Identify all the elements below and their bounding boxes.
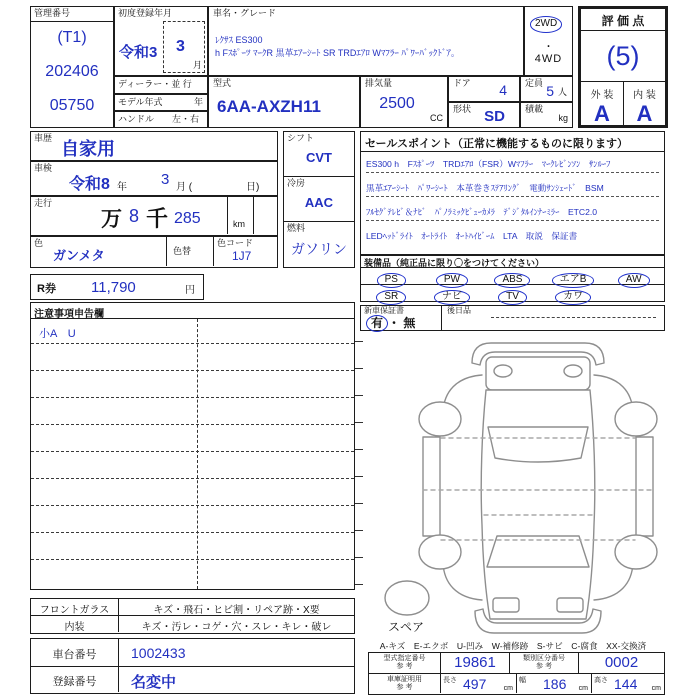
registration-number-value: 名変中 [131, 674, 177, 691]
equipment-item-navi: ナビ [434, 290, 470, 305]
class-division-label: 類別区分番号 参 考 [509, 653, 579, 674]
interior-condition-label: 内装 [31, 616, 119, 632]
warranty-label: 新車保証書 [364, 306, 404, 315]
first-registration-label: 初度登録年月 [118, 8, 173, 18]
sales-points-box [360, 131, 665, 255]
sales-point-line: 黒革ｴｱｰｼｰﾄ ﾊﾟﾜｰｼｰﾄ 本革巻きｽﾃｱﾘﾝｸﾞ 電動ｻﾝｼｪｰﾄﾞ BSM [366, 182, 659, 197]
equipment-item-pw: PW [436, 273, 468, 288]
shape-value: SD [484, 108, 505, 125]
mileage-unit-cell [227, 197, 253, 234]
mileage-unit: km [233, 219, 245, 230]
drive-2wd-circled: 2WD [530, 16, 562, 33]
capacity-value: 5 [546, 83, 554, 99]
handle-value: 左・右 [171, 114, 199, 124]
management-number-label: 管理番号 [31, 7, 113, 22]
color-code-value: 1J7 [232, 249, 252, 263]
shape-box [448, 102, 520, 128]
equipment-item-leather: カワ [555, 290, 591, 305]
shift-label: シフト [287, 133, 315, 143]
doors-value: 4 [499, 82, 507, 98]
damage-legend: A-キズ E-エクボ U-凹み W-補修跡 S-サビ C-腐食 XX-交換済 [379, 641, 647, 651]
class-division-value: 0002 [579, 653, 664, 674]
history-value: 自家用 [61, 139, 115, 159]
color-code-label: 色コード [217, 238, 254, 248]
equipment-item-aw: AW [618, 273, 650, 288]
shift-cell [284, 132, 354, 177]
warranty-box [360, 305, 665, 331]
equipment-item-ps: PS [377, 273, 406, 288]
height-value: 144 [614, 676, 638, 692]
sales-points-title: セールスポイント（正常に機能するものに限ります） [361, 132, 664, 152]
ac-label: 冷房 [287, 178, 306, 188]
model-year-row [114, 94, 208, 111]
length-cell: 長さ 497 cm [443, 676, 513, 692]
color-change-cell [166, 237, 213, 266]
history-row [30, 131, 278, 161]
handle-label: ハンドル [118, 114, 155, 124]
model-year-unit: 年 [193, 97, 203, 107]
doors-label: ドア [453, 78, 471, 88]
mileage-row [30, 196, 278, 236]
drive-type-box [524, 6, 573, 76]
management-number-line2: 202406 [45, 63, 99, 80]
model-designation-label: 型式指定番号 参 考 [369, 653, 441, 674]
doors-box [448, 76, 520, 102]
vehicle-name-box [208, 6, 524, 76]
registration-number-label: 登録番号 [31, 667, 119, 692]
notes-entry: 小A U [39, 328, 76, 340]
management-number-line1: (T1) [57, 29, 87, 46]
first-registration-month: 3 [176, 38, 185, 55]
equipment-item-airbag: エアB [552, 273, 595, 288]
displacement-unit: CC [430, 113, 443, 124]
exterior-grade: A [594, 101, 610, 126]
mileage-empty-cell [253, 197, 276, 234]
garage-cert-label: 車庫証明用 参 考 [369, 674, 441, 693]
color-value: ガンメタ [53, 248, 105, 263]
chassis-number-label: 車台番号 [31, 639, 119, 667]
recycle-ticket-unit: 円 [185, 285, 195, 296]
recycle-ticket-box [30, 274, 204, 300]
exterior-label: 外 装 [581, 81, 623, 101]
evaluation-box [578, 6, 668, 128]
model-year-label: モデル年式 [118, 97, 163, 107]
inspection-era: 令和8 [69, 176, 110, 193]
vehicle-name-line2: h Fｽﾎﾟｰﾂ ﾏｰｸR 黒革ｴｱｰｼｰﾄ SR TRDｴｱﾛ Wﾏﾌﾗｰ ﾊﾟﾜｰﾊﾞｯｸﾄﾞｱ。 [215, 48, 460, 58]
fuel-cell [284, 222, 354, 266]
equipment-box [360, 255, 665, 302]
inspection-year-unit: 年 [117, 182, 127, 193]
equipment-item-sr: SR [376, 290, 406, 305]
notes-title: 注意事項申告欄 [31, 303, 354, 319]
shift-column [283, 131, 355, 268]
shift-value: CVT [306, 150, 332, 165]
front-glass-label: フロントガラス [31, 599, 119, 616]
interior-grade: A [623, 101, 665, 125]
color-change-label: 色替 [173, 246, 192, 256]
spare-tire-label: スペア [388, 620, 425, 634]
first-registration-month-box [163, 21, 205, 73]
inspection-row [30, 161, 278, 196]
evaluation-score: (5) [606, 41, 640, 71]
first-registration-month-unit: 月 [192, 60, 202, 70]
inspection-day-paren: 日) [246, 182, 260, 193]
model-code-value: 6AA-AXZH11 [217, 97, 321, 116]
model-code-box [208, 76, 360, 128]
equipment-row-1 [361, 268, 664, 285]
interior-label: 内 装 [623, 81, 665, 101]
notes-box [30, 302, 355, 590]
condition-box [30, 598, 355, 634]
mileage-label: 走行 [34, 198, 53, 208]
sales-point-line: LEDﾍｯﾄﾞﾗｲﾄ ｵｰﾄﾗｲﾄ ｵｰﾄﾊｲﾋﾞｰﾑ LTA 取説 保証書 [366, 231, 578, 241]
equipment-row-2 [361, 285, 664, 302]
height-cell: 高さ 144 cm [591, 674, 664, 693]
drive-dot: ・ [543, 42, 554, 53]
dealer-label: ディーラー・並 行 [118, 79, 192, 89]
dealer-row [114, 76, 208, 94]
sales-point-line: ES300 h Fｽﾎﾟｰﾂ TRDｴｱﾛ（FSR）Wﾏﾌﾗｰ ﾏｰｸﾚﾋﾞﾝｿﾝ ｻﾝﾙｰﾌ [366, 158, 659, 173]
warranty-separator: ・ [388, 316, 401, 330]
reference-table [368, 652, 665, 695]
notes-vertical-divider [197, 319, 198, 589]
color-label: 色 [34, 238, 44, 248]
payload-unit: kg [558, 113, 568, 124]
first-registration-box [114, 6, 208, 76]
vehicle-name-line1: ﾚｸｻｽ ES300 [215, 35, 263, 45]
handle-row [114, 111, 208, 128]
recycle-ticket-value: 11,790 [91, 279, 136, 296]
payload-label: 積載 [525, 104, 544, 114]
model-designation-value: 19861 [441, 653, 509, 674]
inspection-month-unit: 月 ( [176, 182, 193, 193]
displacement-label: 排気量 [365, 78, 393, 88]
mileage-man: 万 [101, 208, 122, 231]
length-value: 497 [463, 676, 487, 692]
sales-point-line: ﾌﾙｾｸﾞﾃﾚﾋﾞ＆ﾅﾋﾞ ﾊﾟﾉﾗﾐｯｸﾋﾞｭｰｶﾒﾗ ﾃﾞｼﾞﾀﾙｲﾝﾅｰﾐﾗｰ ETC2.0 [366, 206, 659, 221]
vehicle-name-label: 車名・グレード [213, 8, 277, 18]
interior-condition-value: キズ・汚レ・コゲ・穴・スレ・キレ・破レ [141, 622, 332, 633]
shape-label: 形状 [453, 104, 472, 114]
later-items-label: 後日品 [447, 306, 471, 315]
capacity-box [520, 76, 573, 102]
chassis-number-value: 1002433 [119, 639, 354, 667]
management-number-line3: 05750 [49, 97, 95, 114]
inspection-label: 車検 [34, 163, 53, 173]
fuel-label: 燃料 [287, 223, 306, 233]
warranty-yes-circled: 有 [366, 315, 388, 332]
capacity-label: 定員 [525, 78, 544, 88]
width-cell: 幅 186 cm [516, 674, 591, 693]
mileage-digit: 8 [129, 206, 140, 226]
displacement-value: 2500 [379, 95, 415, 112]
capacity-unit: 人 [557, 87, 567, 98]
ac-cell [284, 177, 354, 222]
first-registration-era: 令和3 [119, 44, 158, 61]
mileage-rest: 285 [174, 210, 201, 227]
later-items-line [491, 317, 656, 318]
equipment-title: 装備品（純正品に限り〇をつけてください） [361, 256, 664, 268]
displacement-box [360, 76, 448, 128]
recycle-ticket-label: R券 [37, 283, 56, 295]
inspection-month: 3 [161, 171, 170, 188]
equipment-item-abs: ABS [494, 273, 530, 288]
fuel-value: ガソリン [291, 241, 347, 257]
color-code-cell [213, 237, 276, 266]
warranty-no: 無 [403, 316, 416, 330]
drive-4wd: 4WD [534, 53, 563, 65]
evaluation-title: 評 価 点 [581, 9, 665, 31]
model-code-label: 型式 [213, 78, 232, 88]
management-number-box [30, 6, 114, 128]
width-value: 186 [543, 676, 567, 692]
mileage-sen: 千 [146, 206, 169, 231]
ac-value: AAC [304, 195, 334, 210]
color-row [30, 236, 278, 268]
front-glass-value: キズ・飛石・ヒビ割・リペア跡・X要 [119, 599, 354, 616]
payload-box [520, 102, 573, 128]
id-box [30, 638, 355, 694]
car-diagram [360, 330, 665, 636]
equipment-item-tv: TV [498, 290, 527, 305]
history-label: 車歴 [34, 133, 53, 143]
